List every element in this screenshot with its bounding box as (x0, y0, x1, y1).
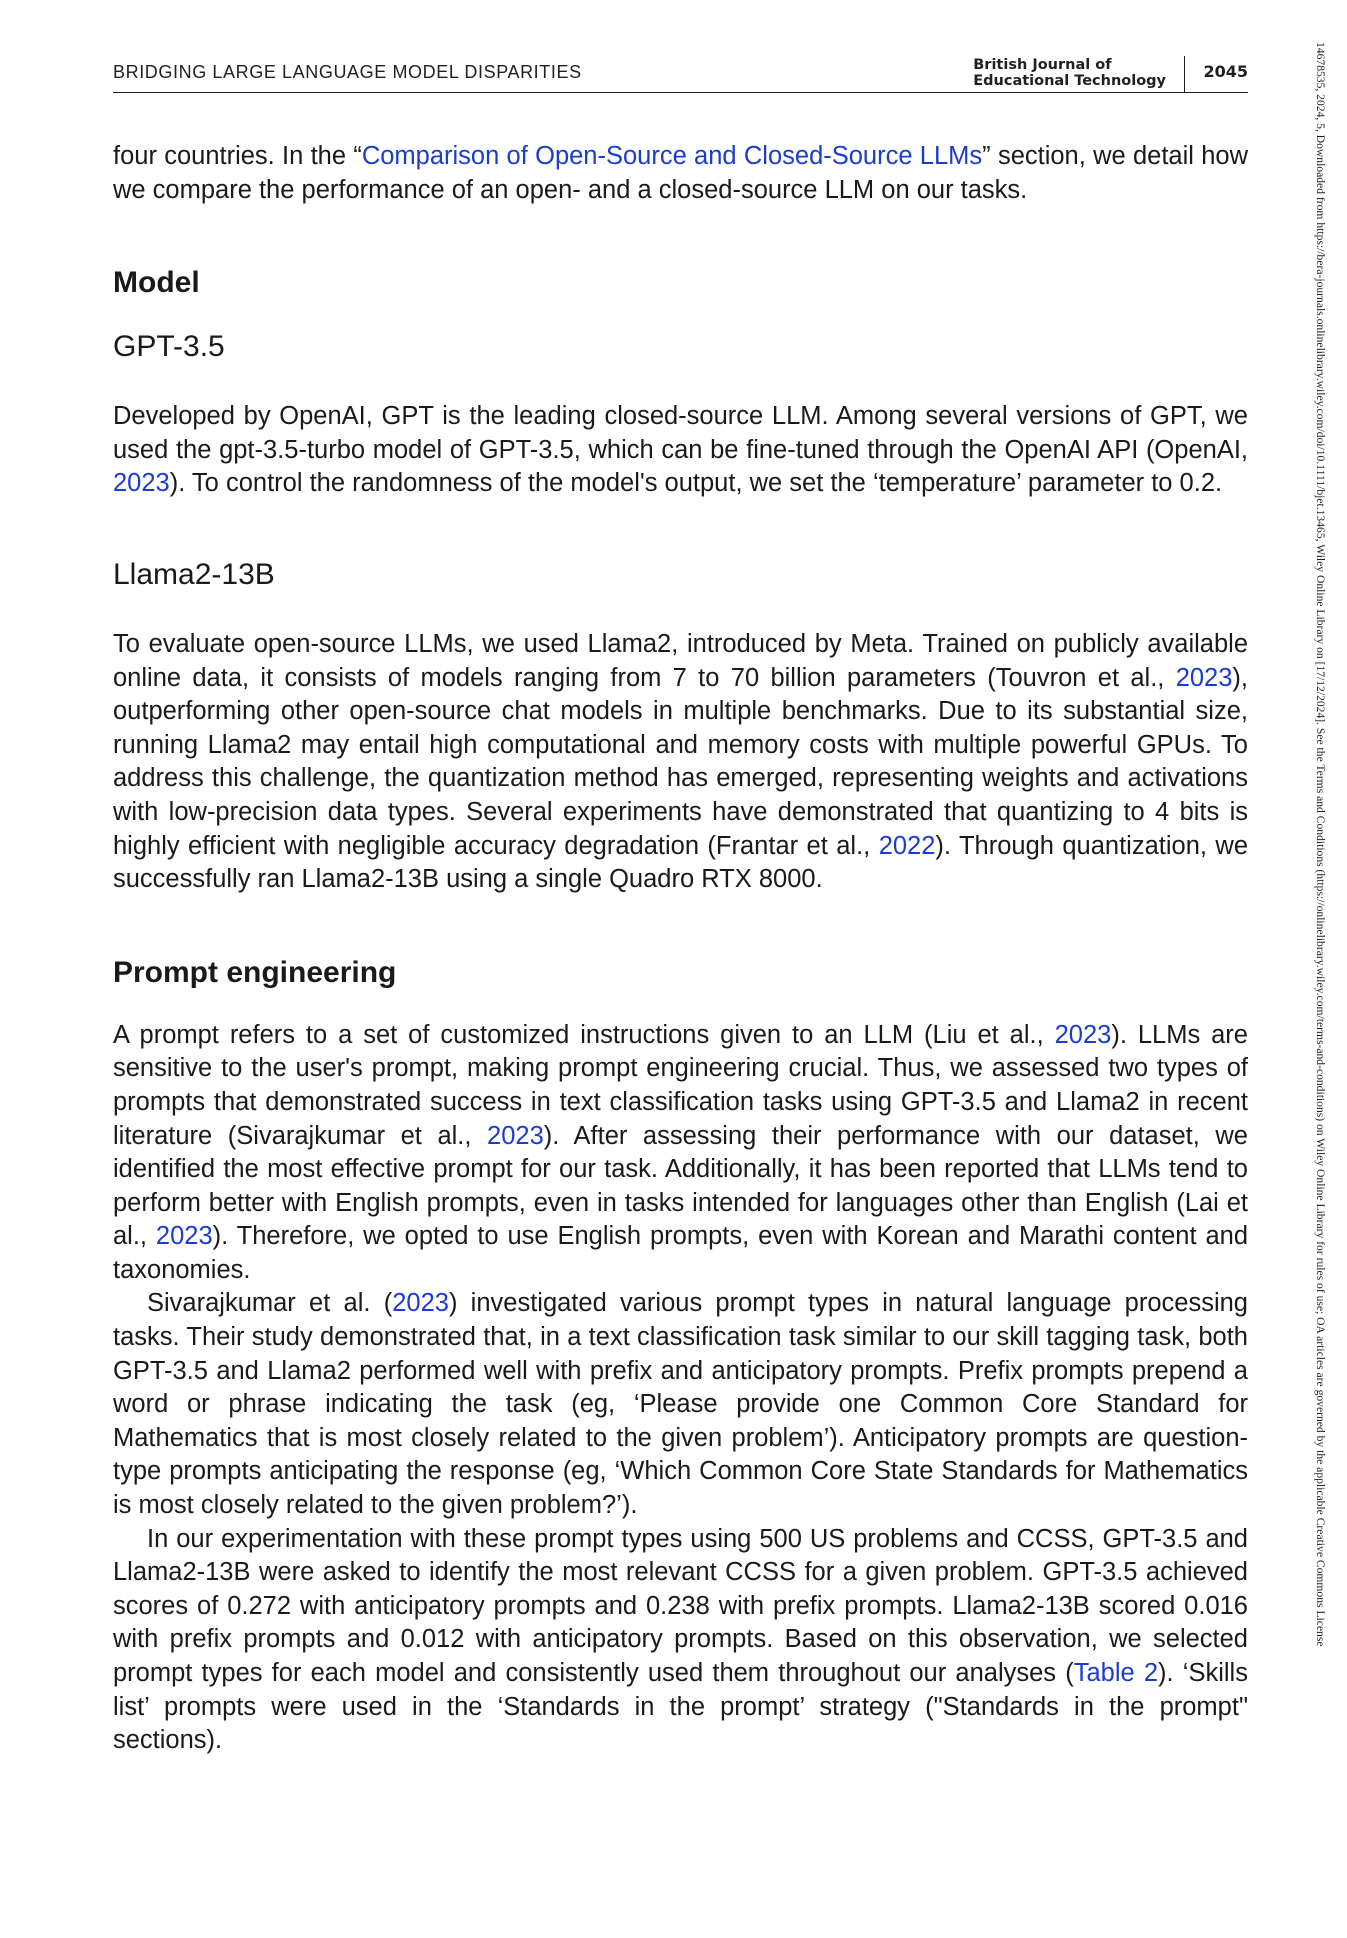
gpt35-text-1: Developed by OpenAI, GPT is the leading closed-source LLM. Among several versions of GPT, we used the gpt-3.5-turbo model of GPT-3.5, which can be fine-tuned through the OpenAI API (OpenAI, (113, 402, 1248, 464)
article-body (113, 140, 1248, 1758)
prompt-p2-text-1: Sivarajkumar et al. ( (147, 1289, 393, 1318)
citation-frantar-2022[interactable]: 2022 (878, 831, 936, 860)
citation-openai-2023[interactable]: 2023 (113, 469, 170, 498)
prompt-paragraph-2 (113, 1287, 1248, 1522)
prompt-paragraph-1 (113, 1019, 1248, 1288)
section-heading-prompt-engineering: Prompt engineering (113, 955, 397, 989)
intro-paragraph (113, 140, 1248, 207)
journal-name-line2: Educational Technology (973, 73, 1166, 89)
prompt-p1-text-1: A prompt refers to a set of customized instructions given to an LLM (Liu et al., (113, 1020, 1055, 1049)
header-divider (1184, 56, 1186, 92)
citation-liu-2023[interactable]: 2023 (1054, 1020, 1112, 1049)
section-heading-model: Model (113, 266, 200, 300)
subsection-heading-gpt35: GPT-3.5 (113, 330, 225, 364)
subsection-heading-llama2: Llama2-13B (113, 557, 275, 591)
page-number: 2045 (1203, 62, 1248, 81)
citation-sivarajkumar-2023-b[interactable]: 2023 (392, 1289, 449, 1318)
table-2-link[interactable]: Table 2 (1073, 1659, 1159, 1687)
download-notice-sidebar (1314, 42, 1345, 1922)
prompt-p3-text-2: ). ‘Skills list’ prompts were used in the ‘Standards in the prompt’ strategy ("Standards in the prompt" sections). (113, 1659, 1248, 1755)
llama2-text-2: ), outperforming other open-source chat models in multiple benchmarks. Due to its substantial size, running Llama2 may entail high computational and memory costs with multiple powerful GPUs. To address this challenge, the quantization method has emerged, representing weights and activations with low-precision data types. Several experiments have demonstrated that quantizing to 4 bits is highly efficient with negligible accuracy degradation (Frantar et al., (113, 663, 1248, 860)
journal-name (973, 57, 1166, 89)
prompt-p3-text-1: In our experimentation with these prompt types using 500 US problems and CCSS, GPT-3.5 and Llama2-13B were asked to identify the most relevant CCSS for a given problem. GPT-3.5 achieved scores of 0.272 with anticipatory prompts and 0.238 with prefix prompts. Llama2-13B scored 0.016 with prefix prompts and 0.012 with anticipatory prompts. Based on this observation, we selected prompt types for each model and consistently used them throughout our analyses ( (113, 1524, 1248, 1687)
prompt-p1-text-2: ). LLMs are sensitive to the user's prompt, making prompt engineering crucial. Thus, we assessed two types of prompts that demonstrated success in text classification tasks using GPT-3.5 and Llama2 in recent literature (Sivarajkumar et al., (113, 1020, 1248, 1150)
prompt-p1-text-3: ). After assessing their performance with our dataset, we identified the most effective prompt for our task. Additionally, it has been reported that LLMs tend to perform better with English prompts, even in tasks intended for languages other than English (Lai et al., (113, 1121, 1248, 1251)
intro-text-2: ” section, we detail how we compare the performance of an open- and a closed-source LLM on our tasks. (113, 142, 1248, 204)
llama2-paragraph (113, 628, 1248, 897)
prompt-paragraph-3 (113, 1523, 1248, 1758)
llama2-text-1: To evaluate open-source LLMs, we used Llama2, introduced by Meta. Trained on publicly available online data, it consists of models ranging from 7 to 70 billion parameters (Touvron et al., (113, 629, 1248, 692)
prompt-p1-text-4: ). Therefore, we opted to use English prompts, even with Korean and Marathi content and taxonomies. (113, 1222, 1248, 1284)
page-header (113, 56, 1248, 93)
gpt35-paragraph (113, 400, 1248, 501)
download-notice-text: 14678535, 2024, 5, Downloaded from https://bera-journals.onlinelibrary.wiley.com/doi/10.1111/bjet.13465, Wiley Online Library on [17/12/2024]. See the Terms and Conditions (https://onlinelibrary.wiley.com/terms-and-conditions) on Wiley Online Library for rules of use; OA articles are governed by the applicable Creative Commons License (1314, 42, 1327, 1647)
citation-sivarajkumar-2023[interactable]: 2023 (487, 1121, 544, 1150)
citation-touvron-2023[interactable]: 2023 (1175, 663, 1233, 692)
citation-lai-2023[interactable]: 2023 (155, 1222, 213, 1251)
gpt35-text-2: ). To control the randomness of the model's output, we set the ‘temperature’ parameter to 0.2. (169, 469, 1223, 498)
running-head: BRIDGING LARGE LANGUAGE MODEL DISPARITIES (113, 62, 582, 82)
intro-text-1: four countries. In the “ (113, 142, 362, 170)
prompt-p2-text-2: ) investigated various prompt types in natural language processing tasks. Their study demonstrated that, in a text classification task similar to our skill tagging task, both GPT-3.5 and Llama2 performed well with prefix and anticipatory prompts. Prefix prompts prepend a word or phrase indicating the task (eg, ‘Please provide one Common Core Standard for Mathematics that is most closely related to the given problem’). Anticipatory prompts are question-type prompts anticipating the response (eg, ‘Which Common Core State Standards for Mathematics is most closely related to the given problem?’). (113, 1289, 1248, 1520)
journal-name-line1: British Journal of (973, 57, 1112, 73)
llama2-text-3: ). Through quantization, we successfully ran Llama2-13B using a single Quadro RTX 8000. (113, 831, 1248, 894)
section-link-comparison[interactable]: Comparison of Open-Source and Closed-Source LLMs (361, 142, 983, 170)
